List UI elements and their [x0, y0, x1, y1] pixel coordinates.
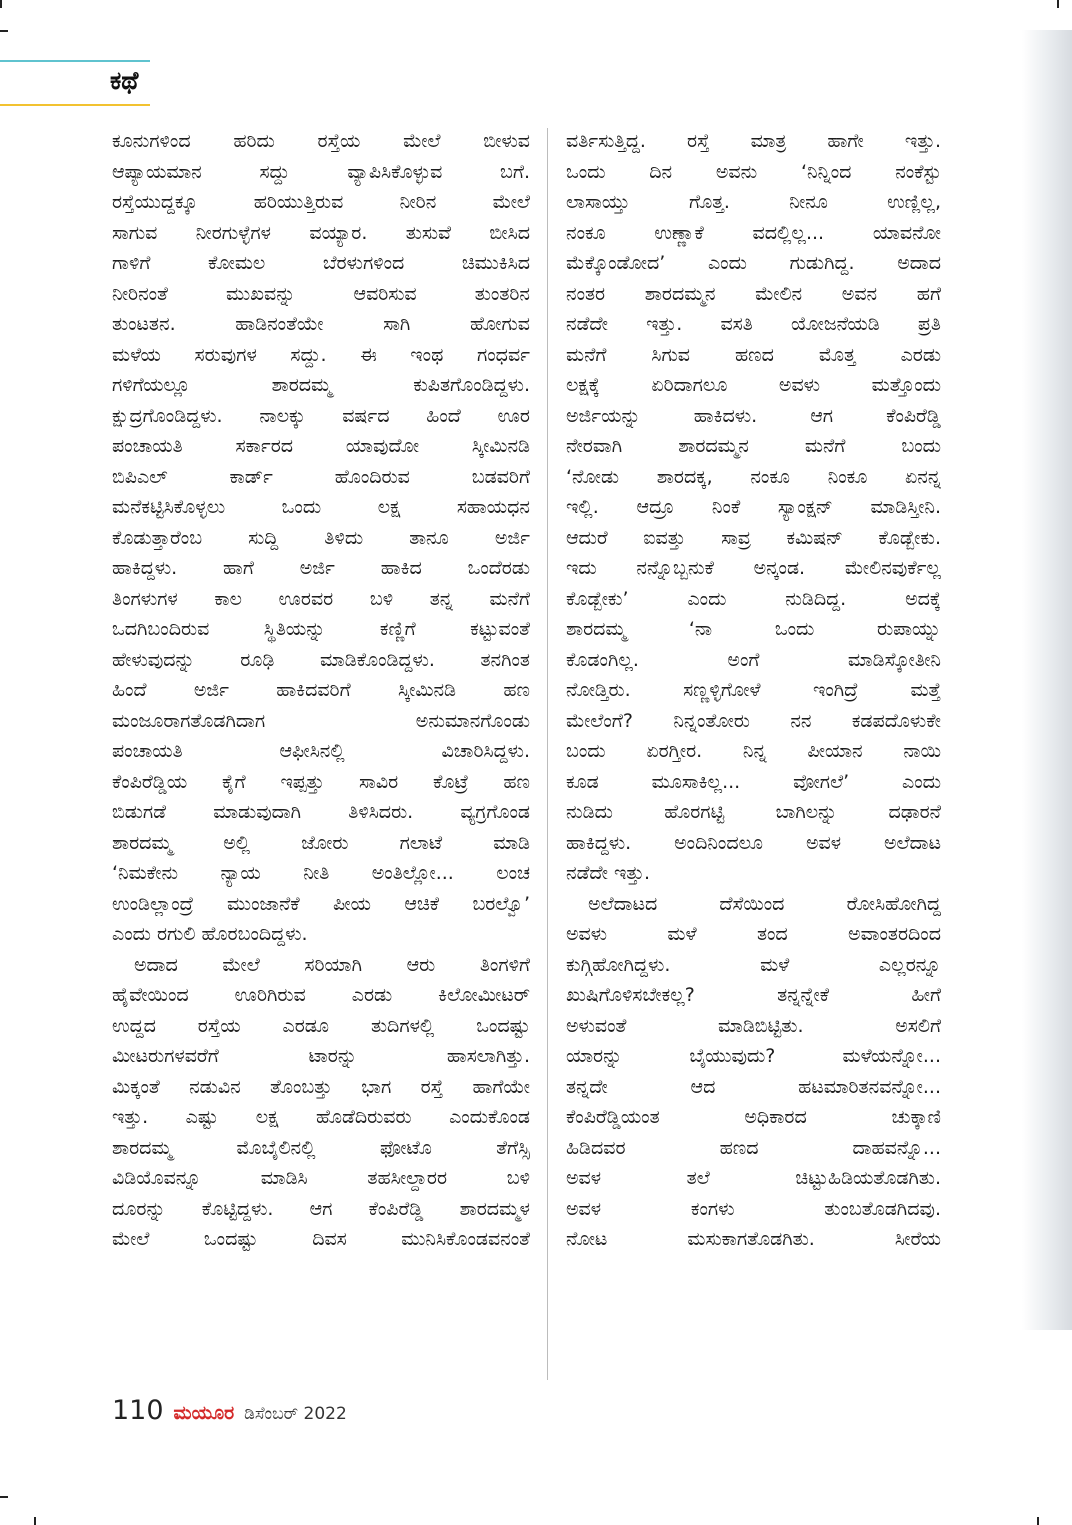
- text-line: ಅರ್ಜಿಯನ್ನು ಹಾಕಿದಳು. ಆಗ ಕೆಂಪಿರೆಡ್ಡಿ: [566, 404, 941, 427]
- crop-mark-bottom-right: [1037, 1517, 1039, 1525]
- text-line: ಮೇಲೆ ಒಂದಷ್ಟು ದಿವಸ ಮುನಿಸಿಕೊಂಡವನಂತೆ: [112, 1228, 530, 1250]
- text-line: ನೀರಿನಂತೆ ಮುಖವನ್ನು ಆವರಿಸುವ ತುಂತರಿನ: [112, 282, 530, 305]
- text-line: ಹಾಕಿದ್ದಳು. ಹಾಗೆ ಅರ್ಜಿ ಹಾಕಿದ ಒಂದೆರಡು: [112, 557, 530, 579]
- text-line: ಹಾಕಿದ್ದಳು. ಅಂದಿನಿಂದಲೂ ಅವಳ ಅಲೆದಾಟ: [566, 831, 941, 854]
- text-line: ಅವಳ ತಲೆ ಚಿಟ್ಟುಹಿಡಿಯತೊಡಗಿತು.: [566, 1167, 941, 1189]
- text-line: ಆದುರೆ ಐವತ್ತು ಸಾವ್ರ ಕಮಿಷನ್ ಕೊಡ್ಬೇಕು.: [566, 526, 941, 549]
- page-edge-shade: [1022, 30, 1072, 1330]
- text-line: ನೋಟ ಮಸುಕಾಗತೊಡಗಿತು. ಸೀರೆಯ: [566, 1228, 941, 1250]
- section-accent-top: [0, 60, 150, 62]
- text-line: ಕುಗ್ಗಿಹೋಗಿದ್ದಳು. ಮಳೆ ಎಲ್ಲರನ್ನೂ: [566, 953, 941, 976]
- text-line: ದೂರನ್ನು ಕೊಟ್ಟಿದ್ದಳು. ಆಗ ಕೆಂಪಿರೆಡ್ಡಿ ಶಾರದಮ್ಮಳ: [112, 1197, 530, 1220]
- text-line: ಬಿಡುಗಡೆ ಮಾಡುವುದಾಗಿ ತಿಳಿಸಿದರು. ವ್ಯಗ್ರಗೊಂಡ: [112, 801, 530, 823]
- text-line: ನೇರವಾಗಿ ಶಾರದಮ್ಮನ ಮನೆಗೆ ಬಂದು: [566, 435, 941, 457]
- text-line: ನುಡಿದು ಹೊರಗಟ್ಟಿ ಬಾಗಿಲನ್ನು ದಢಾರನೆ: [566, 801, 941, 823]
- text-line: ಉದ್ದದ ರಸ್ತೆಯ ಎರಡೂ ತುದಿಗಳಲ್ಲಿ ಒಂದಷ್ಟು: [112, 1014, 530, 1037]
- text-line: ಹೇಳುವುದನ್ನು ರೂಢಿ ಮಾಡಿಕೊಂಡಿದ್ದಳು. ತನಗಿಂತ: [112, 648, 530, 671]
- text-line: ಇಲ್ಲಿ. ಆದ್ರೂ ನಿಂಕೆ ಸ್ಯಾಂಕ್ಷನ್ ಮಾಡಿಸ್ತೀನಿ.: [566, 496, 941, 518]
- text-line: ಕೊಡಂಗಿಲ್ಲ. ಅಂಗೆ ಮಾಡಿಸ್ಕೋತೀನಿ: [566, 648, 941, 671]
- text-line: ಅವಳು ಮಳೆ ತಂದ ಅವಾಂತರದಿಂದ: [566, 923, 941, 945]
- text-line: ನಂತರ ಶಾರದಮ್ಮನ ಮೇಲಿನ ಅವನ ಹಗೆ: [566, 282, 941, 305]
- column-divider: [547, 128, 548, 1380]
- text-line: ಯಾರನ್ನು ಬೈಯುವುದು? ಮಳೆಯನ್ನೋ...: [566, 1045, 941, 1067]
- text-line: ಅಲೆದಾಟದ ದೆಸೆಯಿಂದ ರೋಸಿಹೋಗಿದ್ದ: [588, 892, 941, 915]
- text-line: ತನ್ನದೇ ಆದ ಹಟಮಾರಿತನವನ್ನೋ...: [566, 1075, 941, 1098]
- text-line: ಮೇಲೆಂಗೆ? ನಿನ್ನಂತೋರು ನನ ಕಡಪದೊಳುಕೇ: [566, 709, 941, 732]
- text-line: ಗಳಿಗೆಯಲ್ಲೂ ಶಾರದಮ್ಮ ಕುಪಿತಗೊಂಡಿದ್ದಳು.: [112, 374, 530, 396]
- crop-mark-left-upper: [0, 30, 8, 32]
- text-line: ‘ನೋಡು ಶಾರದಕ್ಕ, ನಂಕೂ ನಿಂಕೂ ಏನನ್ನ: [566, 465, 941, 488]
- text-line: ರಸ್ತೆಯುದ್ದಕ್ಕೂ ಹರಿಯುತ್ತಿರುವ ನೀರಿನ ಮೇಲೆ: [112, 191, 530, 213]
- text-line: ಅವಳ ಕಂಗಳು ತುಂಬತೊಡಗಿದವು.: [566, 1197, 941, 1220]
- text-line: ಕೂಡ ಮೂಸಾಕಿಲ್ಲ... ವೋಗಲೆ’ ಎಂದು: [566, 770, 941, 793]
- text-line: ಶಾರದಮ್ಮ ಅಲ್ಲಿ ಜೋರು ಗಲಾಟೆ ಮಾಡಿ: [112, 831, 530, 854]
- text-line: ಹಿಂದೆ ಅರ್ಜಿ ಹಾಕಿದವರಿಗೆ ಸ್ಕೀಮಿನಡಿ ಹಣ: [112, 679, 530, 701]
- text-line: ಹಿಡಿದವರ ಹಣದ ದಾಹವನ್ನೊ...: [566, 1136, 941, 1159]
- text-line: ಸಾಗುವ ನೀರಗುಳ್ಳೆಗಳ ವಯ್ಯಾರ. ತುಸುವೆ ಬೀಸಿದ: [112, 221, 530, 244]
- text-column-right: [566, 126, 941, 1255]
- text-line: ಪಂಚಾಯತಿ ಸರ್ಕಾರದ ಯಾವುದೋ ಸ್ಕೀಮಿನಡಿ: [112, 435, 530, 457]
- text-line: ಅದಾದ ಮೇಲೆ ಸರಿಯಾಗಿ ಆರು ತಿಂಗಳಿಗೆ: [134, 953, 530, 976]
- text-line: ಒದಗಿಬಂದಿರುವ ಸ್ಥಿತಿಯನ್ನು ಕಣ್ಣಿಗೆ ಕಟ್ಟುವಂತೆ: [112, 618, 530, 640]
- text-line: ಮೀಟರುಗಳವರೆಗೆ ಟಾರನ್ನು ಹಾಸಲಾಗಿತ್ತು.: [112, 1045, 530, 1067]
- crop-mark-left-lower: [0, 1496, 8, 1498]
- text-line: ಶಾರದಮ್ಮ ಮೊಬೈಲಿನಲ್ಲಿ ಫೋಟೊ ತೆಗೆಸ್ಸಿ: [112, 1136, 530, 1159]
- section-accent-bottom: [0, 104, 150, 106]
- crop-mark-top-right: [1057, 0, 1059, 8]
- text-line: ವಿಡಿಯೊವನ್ನೂ ಮಾಡಿಸಿ ತಹಸೀಲ್ದಾರರ ಬಳಿ: [112, 1167, 530, 1189]
- text-line: ಕೊಡ್ಬೇಕು’ ಎಂದು ನುಡಿದಿದ್ದ. ಅದಕ್ಕೆ: [566, 587, 941, 610]
- text-line: ಕ್ಷುದ್ರಗೊಂಡಿದ್ದಳು. ನಾಲಕ್ಕು ವರ್ಷದ ಹಿಂದೆ ಊರ: [112, 404, 530, 427]
- text-line: ಉಂಡಿಲ್ಲಾಂದ್ರೆ ಮುಂಜಾನೆಕೆ ಪೀಯ ಆಚಿಕೆ ಬರಲ್ವೊ’: [112, 892, 530, 915]
- text-line: ಪಂಚಾಯತಿ ಆಫೀಸಿನಲ್ಲಿ ವಿಚಾರಿಸಿದ್ದಳು.: [112, 740, 530, 762]
- text-line: ಇತ್ತು. ಎಷ್ಟು ಲಕ್ಷ ಹೊಡೆದಿರುವರು ಎಂದುಕೊಂಡ: [112, 1106, 530, 1128]
- crop-mark-top-left: [0, 0, 2, 8]
- text-line: ಇದು ನನ್ನೊಬ್ಬನುಕೆ ಅನ್ಕಂಡ. ಮೇಲಿನವುರ್ಕೆಲ್ಲ: [566, 557, 941, 579]
- text-line: ಕೂನುಗಳಿಂದ ಹರಿದು ರಸ್ತೆಯ ಮೇಲೆ ಬೀಳುವ: [112, 130, 530, 152]
- text-line: ಒಂದು ದಿನ ಅವನು ‘ನಿನ್ನಿಂದ ನಂಕೆಸ್ಟು: [566, 160, 941, 183]
- text-line: ಮಳೆಯ ಸರುವುಗಳ ಸದ್ದು. ಈ ಇಂಥ ಗಂಧರ್ವ: [112, 343, 530, 366]
- text-line: ಮನೆಕಟ್ಟಿಸಿಕೊಳ್ಳಲು ಒಂದು ಲಕ್ಷ ಸಹಾಯಧನ: [112, 496, 530, 518]
- text-line: ಗಾಳಿಗೆ ಕೋಮಲ ಬೆರಳುಗಳಿಂದ ಚಿಮುಕಿಸಿದ: [112, 252, 530, 274]
- text-column-left: [112, 126, 530, 1255]
- text-line: ಲಕ್ಷಕ್ಕೆ ಏರಿದಾಗಲೂ ಅವಳು ಮತ್ತೊಂದು: [566, 374, 941, 396]
- text-line: ಕೊಡುತ್ತಾರೆಂಬ ಸುದ್ದಿ ತಿಳಿದು ತಾನೂ ಅರ್ಜಿ: [112, 526, 530, 549]
- text-line: ನೋಡ್ತಿರು. ಸಣ್ಣಳ್ಳಿಗೋಳೆ ಇಂಗಿದ್ರೆ ಮತ್ತೆ: [566, 679, 941, 701]
- text-line: ಅಳುವಂತೆ ಮಾಡಿಬಿಟ್ಟಿತು. ಅಸಲಿಗೆ: [566, 1014, 941, 1037]
- magazine-logo: ಮಯೂರ: [173, 1402, 235, 1424]
- text-line: ಮಿಕ್ಕಂತೆ ನಡುವಿನ ತೊಂಬತ್ತು ಭಾಗ ರಸ್ತೆ ಹಾಗೆಯೇ: [112, 1075, 530, 1098]
- text-line: ಹೈವೇಯಿಂದ ಊರಿಗಿರುವ ಎರಡು ಕಿಲೋಮೀಟರ್: [112, 984, 530, 1006]
- text-line: ನಡೆದೇ ಇತ್ತು.: [566, 862, 651, 884]
- text-line: ಕೆಂಪಿರೆಡ್ಡಿಯಂತ ಅಧಿಕಾರದ ಚುಕ್ಕಾಣಿ: [566, 1106, 941, 1128]
- text-line: ಶಾರದಮ್ಮ ‘ನಾ ಒಂದು ರುಪಾಯ್ನು: [566, 618, 941, 640]
- text-line: ನಂಕೂ ಉಣ್ಣಾಕೆ ವದಲ್ಲಿಲ್ಲ... ಯಾವನೋ: [566, 221, 941, 244]
- text-line: ತುಂಟತನ. ಹಾಡಿನಂತೆಯೇ ಸಾಗಿ ಹೋಗುವ: [112, 313, 530, 335]
- text-line: ಲಾಸಾಯ್ತು ಗೊತ್ತ. ನೀನೂ ಉಣ್ಲಿಲ್ಲ,: [566, 191, 941, 213]
- text-line: ‘ನಿಮಕೇನು ನ್ಯಾಯ ನೀತಿ ಅಂತಿಲ್ಲೋ... ಲಂಚ: [112, 862, 530, 884]
- text-line: ಆಪ್ಯಾಯಮಾನ ಸದ್ದು ವ್ಯಾಪಿಸಿಕೊಳ್ಳುವ ಬಗೆ.: [112, 160, 530, 183]
- text-line: ಕೆಂಪಿರೆಡ್ಡಿಯ ಕೈಗೆ ಇಪ್ಪತ್ತು ಸಾವಿರ ಕೊಟ್ರೆ ಹಣ: [112, 770, 530, 793]
- text-line: ನಡೆದೇ ಇತ್ತು. ವಸತಿ ಯೋಜನೆಯಡಿ ಪ್ರತಿ: [566, 313, 941, 335]
- text-line: ಮಂಜೂರಾಗತೊಡಗಿದಾಗ ಅನುಮಾನಗೊಂಡು: [112, 709, 530, 732]
- text-line: ಬಂದು ಏರಗ್ತೀರ. ನಿನ್ನ ಪೀಯಾನ ನಾಯಿ: [566, 740, 941, 762]
- issue-date: ಡಿಸೆಂಬರ್ 2022: [244, 1404, 347, 1424]
- text-line: ಬಿಪಿಎಲ್ ಕಾರ್ಡ್ ಹೊಂದಿರುವ ಬಡವರಿಗೆ: [112, 465, 530, 488]
- page-footer: [112, 1395, 347, 1426]
- page-number: 110: [112, 1395, 164, 1426]
- text-line: ತಿಂಗಳುಗಳ ಕಾಲ ಊರವರ ಬಳಿ ತನ್ನ ಮನೆಗೆ: [112, 587, 530, 610]
- text-line: ಎಂದು ರಗುಲಿ ಹೊರಬಂದಿದ್ದಳು.: [112, 923, 308, 945]
- text-line: ವರ್ತಿಸುತ್ತಿದ್ದ. ರಸ್ತೆ ಮಾತ್ರ ಹಾಗೇ ಇತ್ತು.: [566, 130, 941, 152]
- text-line: ಮೆಕ್ಕೊಂಡೋದ’ ಎಂದು ಗುಡುಗಿದ್ದ. ಅದಾದ: [566, 252, 941, 274]
- text-line: ಖುಷಿಗೊಳಿಸಬೇಕಲ್ಲ? ತನ್ನನ್ನೇಕೆ ಹೀಗೆ: [566, 984, 941, 1006]
- section-label: ಕಥೆ: [110, 66, 139, 95]
- text-line: ಮನೆಗೆ ಸಿಗುವ ಹಣದ ಮೊತ್ತ ಎರಡು: [566, 343, 941, 366]
- crop-mark-bottom-left: [34, 1517, 36, 1525]
